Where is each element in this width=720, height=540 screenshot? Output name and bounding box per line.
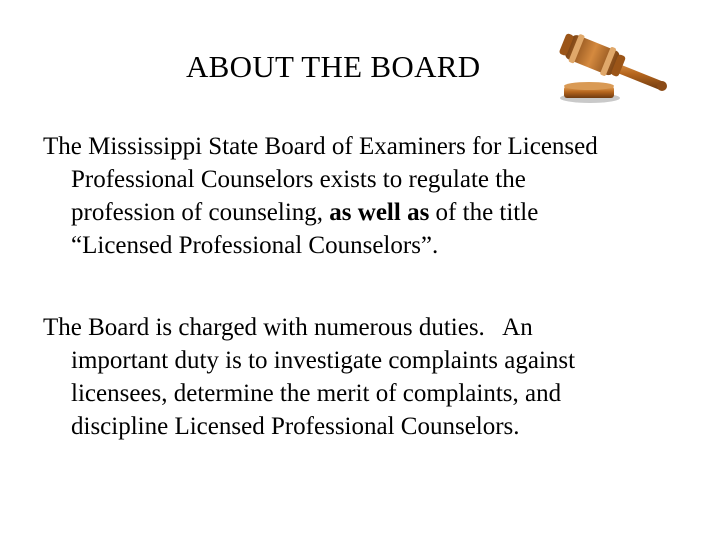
paragraph-board-purpose <box>43 130 693 262</box>
paragraph-line: important duty is to investigate complaints against <box>71 347 576 374</box>
paragraph-line: licensees, determine the merit of complaints, and <box>71 380 562 407</box>
gavel-icon <box>552 28 670 106</box>
text-segment: of the title <box>429 199 539 226</box>
paragraph-line: discipline Licensed Professional Counselors. <box>71 413 520 440</box>
paragraph-line: The Board is charged with numerous duties. An <box>43 314 533 341</box>
paragraph-line: “Licensed Professional Counselors”. <box>71 232 439 259</box>
paragraph-line: The Mississippi State Board of Examiners for Licensed <box>43 133 598 160</box>
paragraph-line: Professional Counselors exists to regulate the <box>71 166 526 193</box>
text-segment: profession of counseling, <box>71 199 330 226</box>
slide-title: ABOUT THE BOARD <box>186 49 481 84</box>
paragraph-board-duties <box>43 311 693 443</box>
bold-text: as well as <box>329 199 430 226</box>
paragraph-line <box>43 196 693 229</box>
